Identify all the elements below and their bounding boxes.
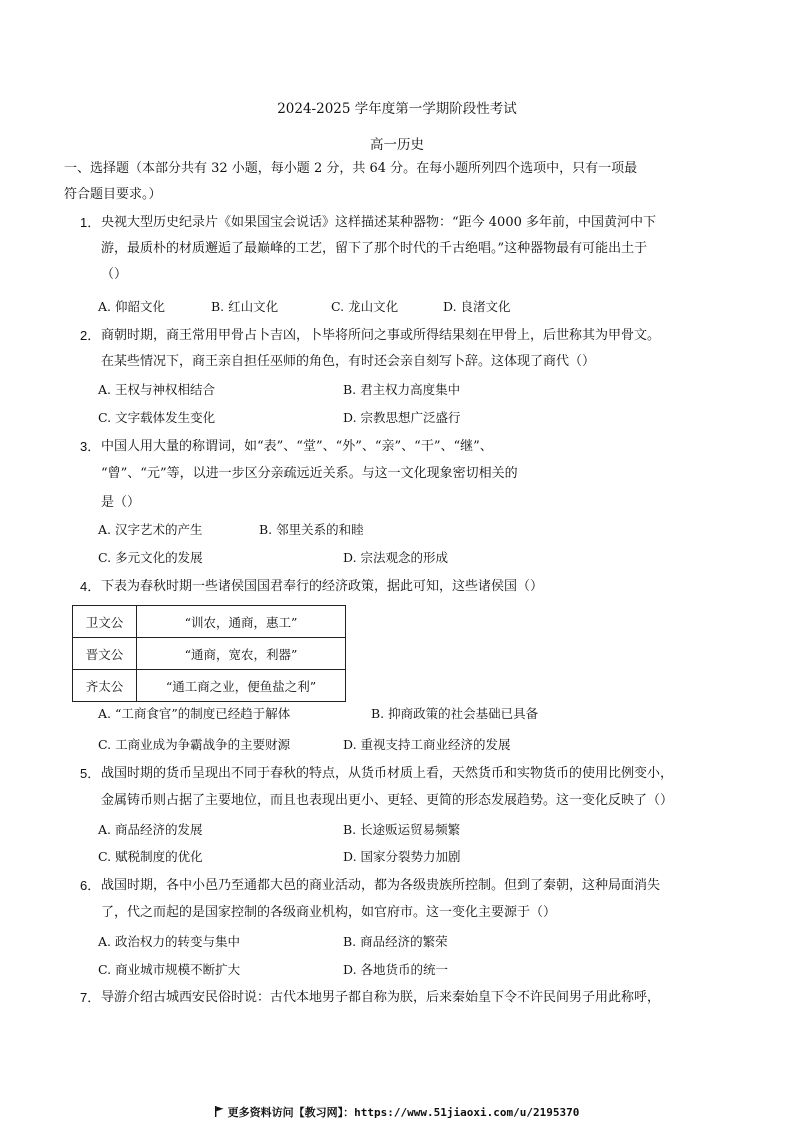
question-text-line: 金属铸币则占据了主要地位，而且也表现出更小、更轻、更简的形态发展趋势。这一变化反映了（）: [101, 793, 674, 808]
option-b: B. 长途贩运贸易频繁: [343, 822, 461, 837]
question-number: 6．: [80, 878, 101, 893]
state-ruler-cell: 齐太公: [73, 670, 137, 702]
option-a: A. 王权与神权相结合: [98, 382, 215, 397]
option-b: B. 抑商政策的社会基础已具备: [371, 706, 539, 721]
question-number: 5．: [80, 766, 101, 781]
question-text-line: 央视大型历史纪录片《如果国宝会说话》这样描述某种器物：“距今 4000 多年前，中国黄河中下: [101, 215, 656, 230]
option-b: B. 君主权力高度集中: [343, 382, 461, 397]
option-a: A. “工商食官”的制度已经趋于解体: [98, 706, 291, 721]
option-a: A. 汉字艺术的产生: [98, 522, 203, 537]
state-ruler-cell: 卫文公: [73, 606, 137, 638]
option-d: D. 宗法观念的形成: [343, 550, 449, 565]
question-number: 3．: [80, 439, 101, 454]
question-text-line: 中国人用大量的称谓词，如“表”、“堂”、“外”、“亲”、“干”、“继”、: [101, 439, 493, 454]
question-number: 7．: [80, 990, 101, 1005]
option-b: B. 商品经济的繁荣: [343, 934, 448, 949]
policy-table: [72, 605, 346, 702]
question-text-line: 商朝时期，商王常用甲骨占卜吉凶，卜毕将所问之事或所得结果刻在甲骨上，后世称其为甲骨文。: [101, 328, 661, 343]
question-text-line: 游，最质朴的材质邂逅了最巅峰的工艺，留下了那个时代的千古绝唱。”这种器物最有可能出土于: [101, 241, 648, 256]
option-a: A. 商品经济的发展: [98, 822, 203, 837]
policy-cell: “训农，通商，惠工”: [137, 606, 346, 638]
option-d: D. 各地货币的统一: [343, 962, 449, 977]
option-c: C. 多元文化的发展: [98, 550, 203, 565]
footer-link[interactable]: 更多资料访问【教习网】：https://www.51jiaoxi.com/u/2195370: [227, 1106, 580, 1119]
question-text-line: 下表为春秋时期一些诸侯国国君奉行的经济政策，据此可知，这些诸侯国（）: [101, 579, 544, 594]
option-d: D. 宗教思想广泛盛行: [343, 410, 461, 425]
table-row: [73, 606, 346, 638]
exam-title: 2024-2025 学年度第一学期阶段性考试: [277, 101, 517, 117]
option-d: D. 良渚文化: [443, 299, 511, 314]
question-number: 1．: [80, 215, 101, 230]
question-text-line: 是（）: [101, 495, 141, 510]
option-c: C. 工商业成为争霸战争的主要财源: [98, 737, 291, 752]
option-c: C. 商业城市规模不断扩大: [98, 962, 241, 977]
question-text-line: 战国时期的货币呈现出不同于春秋的特点，从货币材质上看，天然货币和实物货币的使用比例变小，: [101, 766, 674, 781]
question-number: 4．: [80, 579, 101, 594]
option-c: C. 龙山文化: [331, 299, 399, 314]
section-instructions-line1: 一、选择题（本部分共有 32 小题，每小题 2 分，共 64 分。在每小题所列四个选项中，只有一项最: [64, 161, 638, 176]
option-c: C. 文字载体发生变化: [98, 410, 216, 425]
option-c: C. 赋税制度的优化: [98, 849, 203, 864]
question-number: 2．: [80, 328, 101, 343]
footer: [0, 1104, 794, 1120]
question-text-line: 导游介绍古城西安民俗时说：古代本地男子都自称为朕，后来秦始皇下令不许民间男子用此称呼，: [101, 990, 661, 1005]
option-a: A. 政治权力的转变与集中: [98, 934, 240, 949]
option-d: D. 国家分裂势力加剧: [343, 849, 461, 864]
question-text-line: 了，代之而起的是国家控制的各级商业机构，如官府市。这一变化主要源于（）: [101, 905, 557, 920]
option-b: B. 红山文化: [211, 299, 279, 314]
question-text-line: 战国时期，各中小邑乃至通都大邑的商业活动，都为各级贵族所控制。但到了秦朝，这种局面消失: [101, 878, 661, 893]
state-ruler-cell: 晋文公: [73, 638, 137, 670]
section-instructions-line2: 符合题目要求。）: [64, 187, 162, 202]
option-a: A. 仰韶文化: [98, 299, 165, 314]
policy-cell: “通工商之业，便鱼盐之利”: [137, 670, 346, 702]
flag-icon: [215, 1106, 224, 1120]
question-text-line: （）: [101, 267, 128, 282]
question-text-line: 在某些情况下，商王亲自担任巫师的角色，有时还会亲自刻写卜辞。这体现了商代（）: [101, 354, 596, 369]
exam-subject: 高一历史: [370, 137, 424, 153]
table-row: [73, 638, 346, 670]
question-text-line: “曾”、“元”等，以进一步区分亲疏远近关系。与这一文化现象密切相关的: [101, 466, 518, 481]
option-b: B. 邻里关系的和睦: [259, 522, 364, 537]
option-d: D. 重视支持工商业经济的发展: [343, 737, 511, 752]
table-row: [73, 670, 346, 702]
policy-cell: “通商，宽农，利器”: [137, 638, 346, 670]
